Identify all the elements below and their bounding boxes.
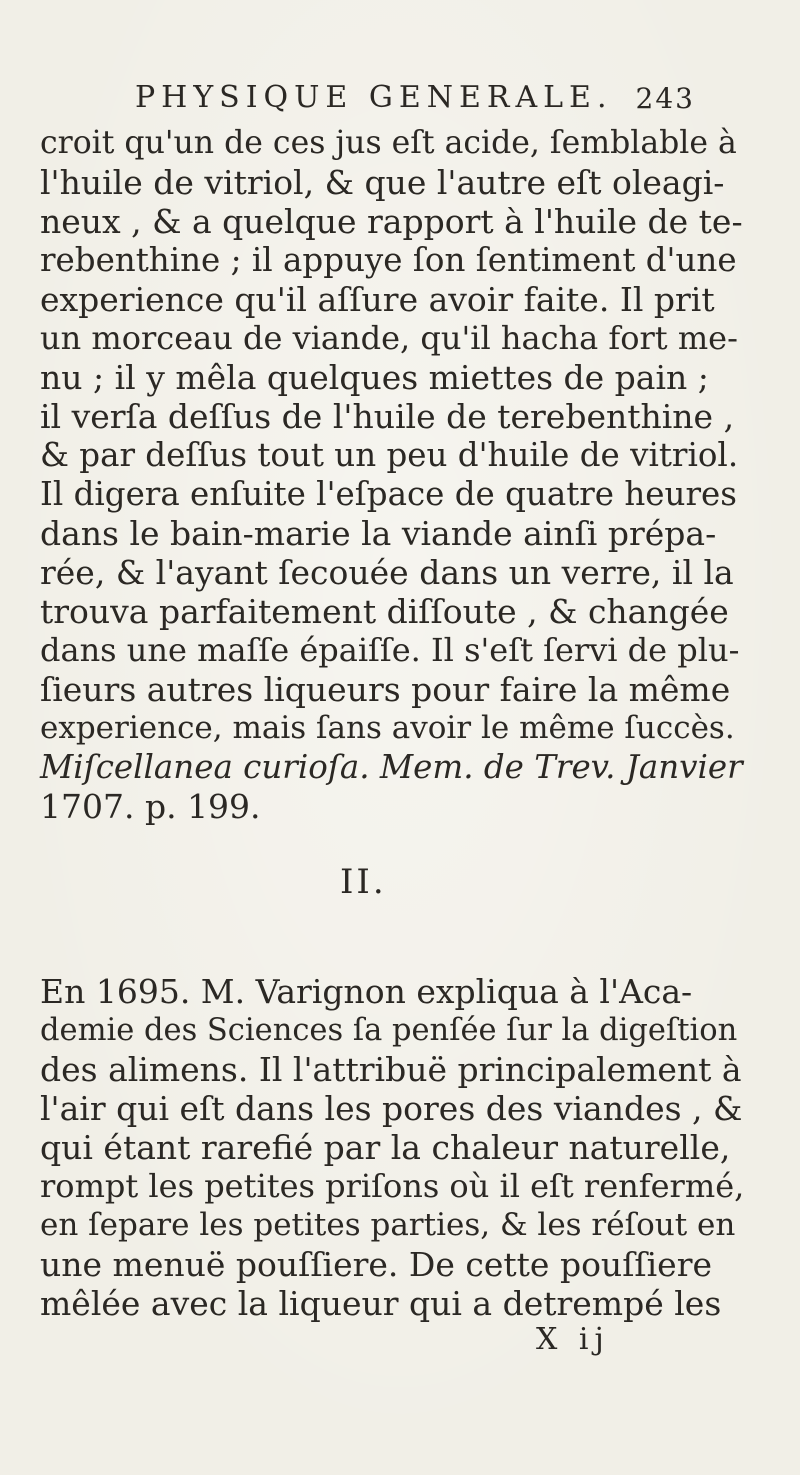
text-line: trouva parfaitement diſſoute , & changée <box>40 592 729 631</box>
text-line: nu ; il y mêla quelques miettes de pain ; <box>40 358 709 397</box>
paragraph-1 <box>40 124 743 826</box>
text-line: experience, mais ſans avoir le même ſuccès. <box>40 710 735 746</box>
text-line: rompt les petites priſons où il eſt renfermé, <box>40 1167 745 1205</box>
text-line: croit qu'un de ces jus eſt acide, ſemblable à <box>40 125 737 161</box>
text-line: un morceau de viande, qu'il hacha fort me- <box>40 319 738 357</box>
text-line: experience qu'il aſſure avoir faite. Il prit <box>40 280 715 319</box>
text-line: une menuë pouſſiere. De cette pouſſiere <box>40 1245 713 1284</box>
text-line: il verſa deſſus de l'huile de terebenthine , <box>40 397 735 436</box>
text-line: dans une maſſe épaiſſe. Il s'eſt ſervi de plu- <box>40 631 740 669</box>
citation-line: 1707. p. 199. <box>40 787 261 826</box>
text-line: rée, & l'ayant ſecouée dans un verre, il la <box>40 553 734 592</box>
text-line: rebenthine ; il appuye ſon ſentiment d'une <box>40 241 737 279</box>
text-line: Il digera enſuite l'eſpace de quatre heures <box>40 475 737 513</box>
text-line: demie des Sciences ſa penſée ſur la digeſtion <box>40 1013 738 1048</box>
text-line: & par deſſus tout un peu d'huile de vitriol. <box>40 436 739 474</box>
text-line: l'air qui eſt dans les pores des viandes , & <box>40 1089 743 1128</box>
text-line: En 1695. M. Varignon expliqua à l'Aca- <box>40 972 693 1011</box>
section-number: II. <box>340 862 387 902</box>
page-number: 243 <box>635 82 695 115</box>
text-line: l'huile de vitriol, & que l'autre eſt oleagi- <box>40 163 725 202</box>
text-line: en ſepare les petites parties, & les réſout en <box>40 1207 736 1243</box>
text-line: qui étant rarefié par la chaleur naturelle, <box>40 1128 731 1167</box>
text-line: neux , & a quelque rapport à l'huile de te- <box>40 202 743 241</box>
signature-mark: X ij <box>536 1322 610 1357</box>
citation-line: Miſcellanea curioſa. Mem. de Trev. Janvier <box>40 748 743 786</box>
text-line: mêlée avec la liqueur qui a detrempé les <box>40 1284 722 1323</box>
paragraph-2 <box>40 972 745 1323</box>
text-line: dans le bain-marie la viande ainſi prépa- <box>40 514 717 553</box>
running-title: PHYSIQUE GENERALE. <box>135 80 613 115</box>
text-line: des alimens. Il l'attribuë principalement à <box>40 1050 742 1089</box>
text-line: ſieurs autres liqueurs pour faire la même <box>40 670 731 709</box>
running-header <box>135 80 695 124</box>
